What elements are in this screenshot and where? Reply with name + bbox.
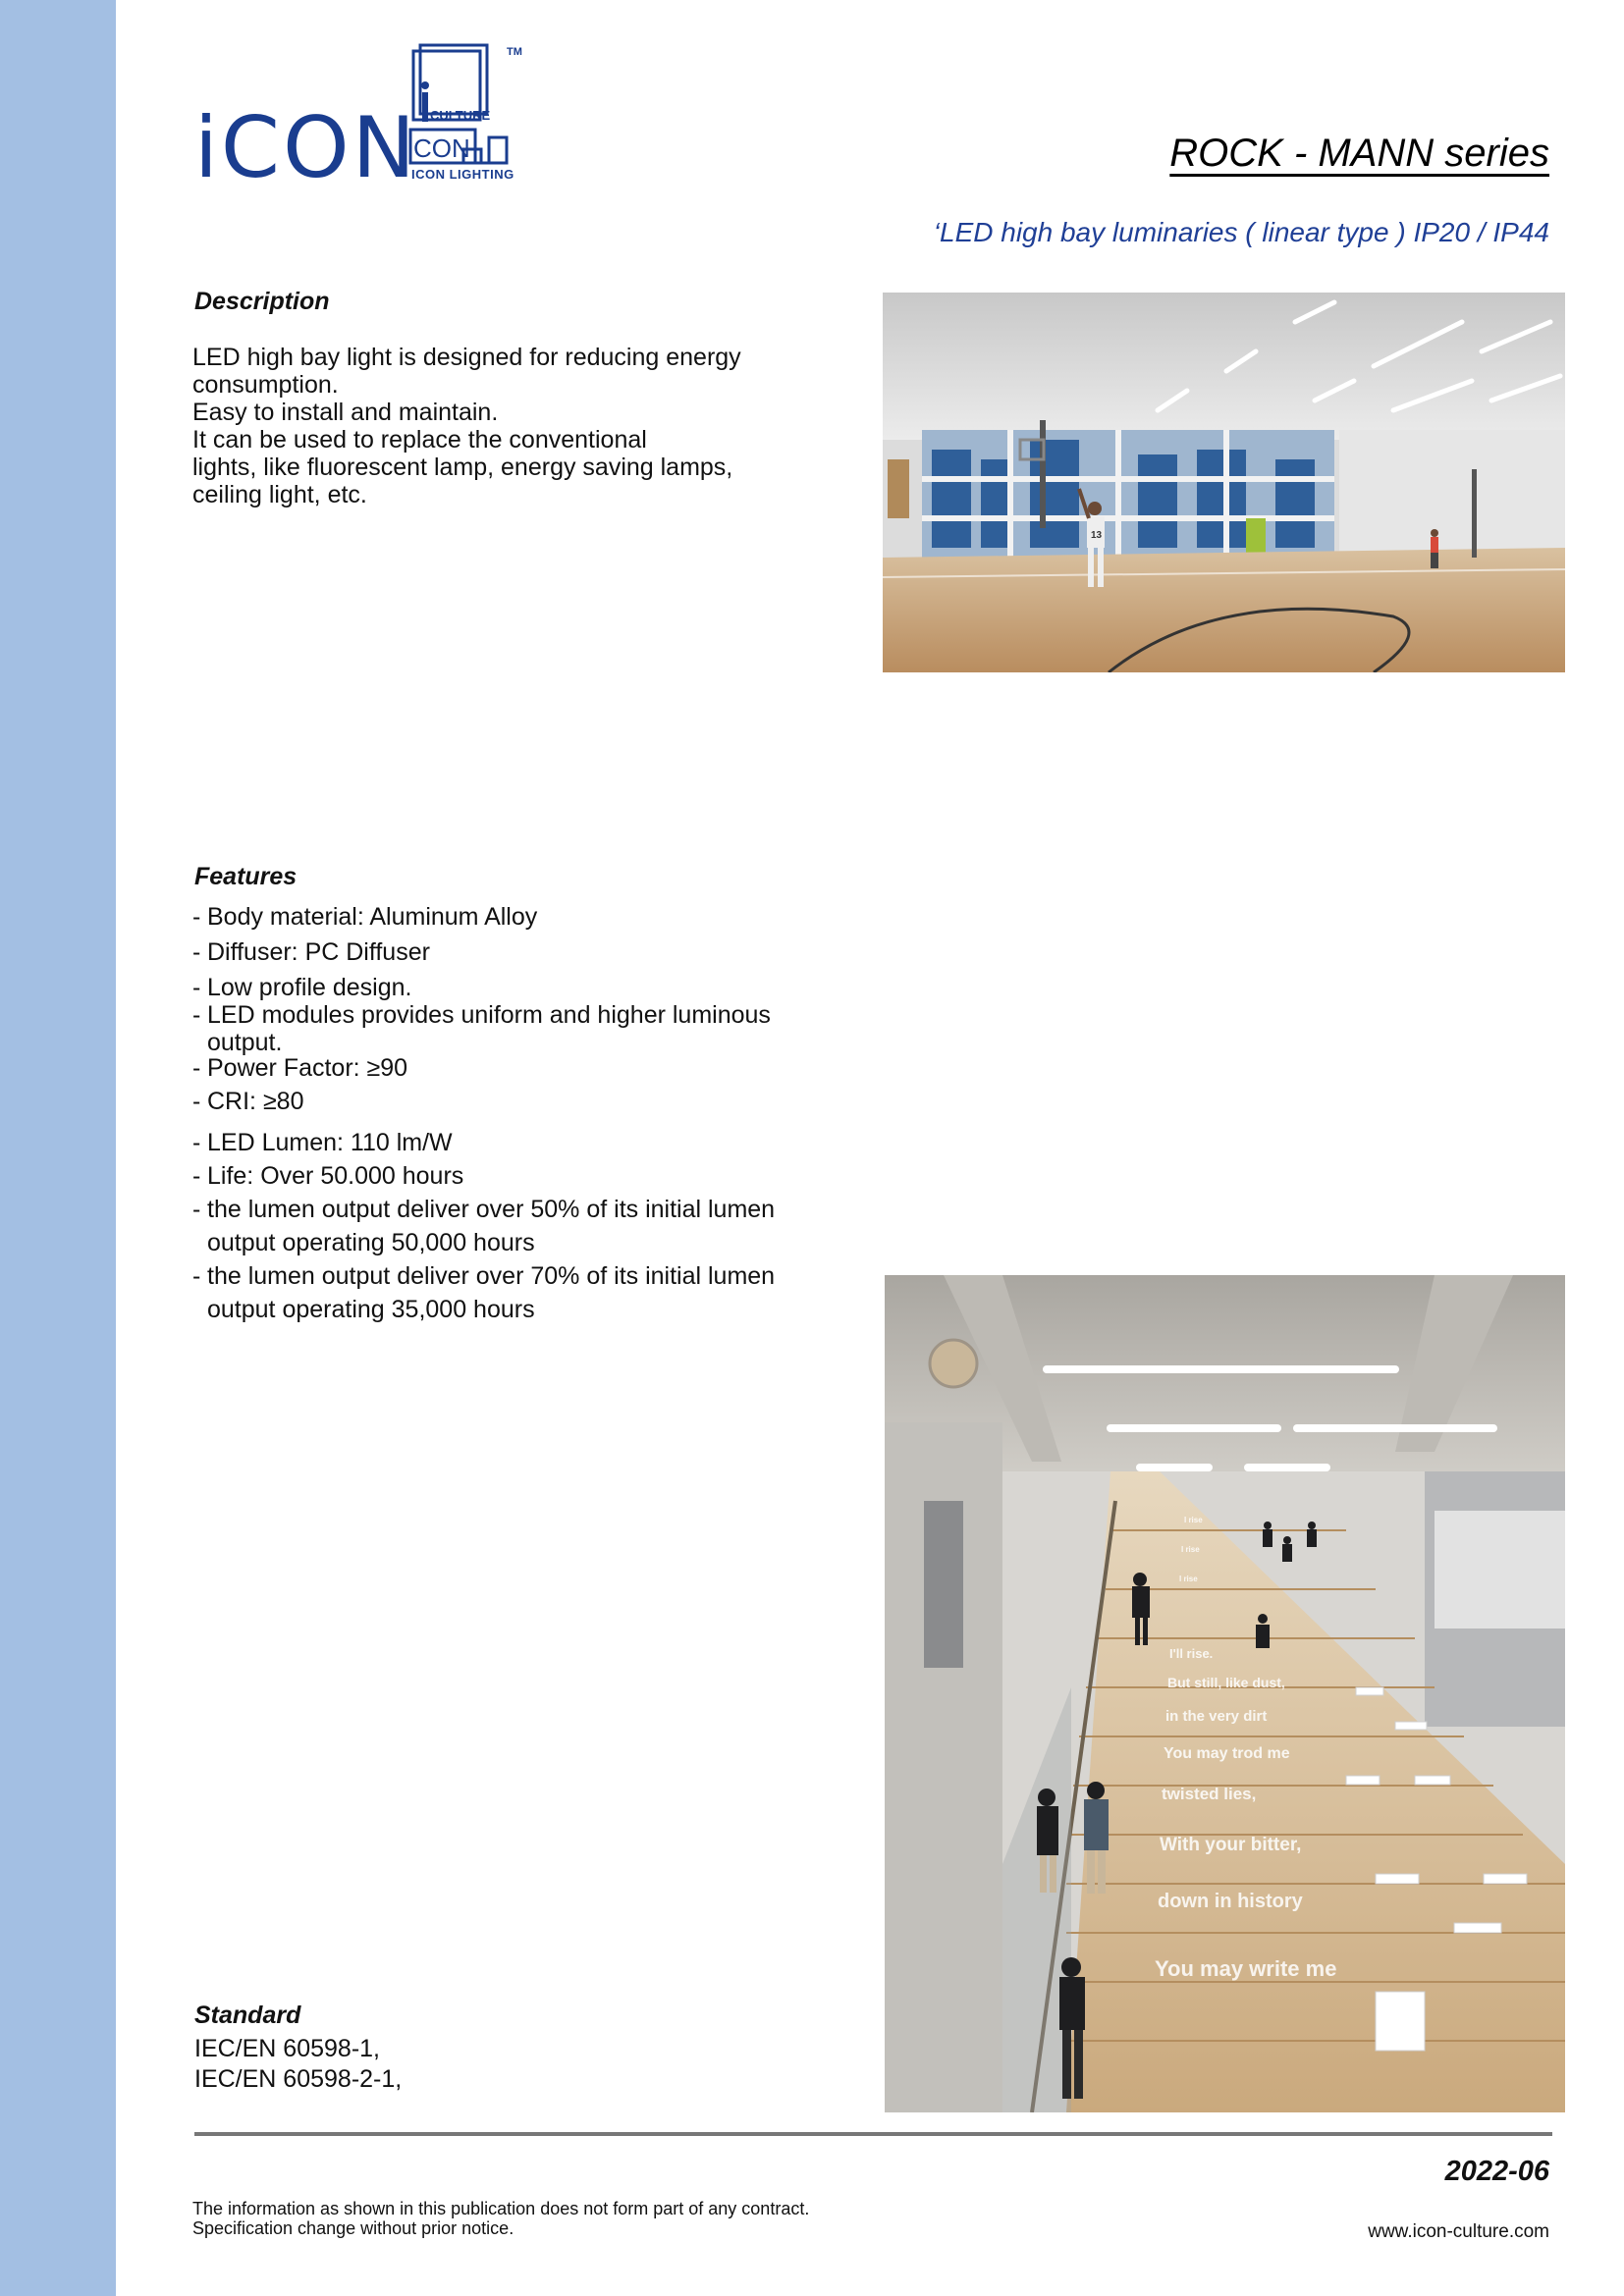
features-heading: Features [194, 863, 298, 890]
gym-jersey-number: 13 [1091, 530, 1103, 541]
description-line: lights, like fluorescent lamp, energy saving lamps, [192, 454, 733, 481]
feature-item: - Diffuser: PC Diffuser [192, 938, 821, 966]
feature-item: - the lumen output deliver over 70% of its initial lumen [192, 1262, 821, 1290]
feature-item: - Power Factor: ≥90 [192, 1054, 821, 1082]
description-line: LED high bay light is designed for reducing energy [192, 344, 741, 371]
feature-item: - LED modules provides uniform and higher luminous [192, 1001, 821, 1029]
description-line: Easy to install and maintain. [192, 399, 499, 426]
feature-item: - Body material: Aluminum Alloy [192, 903, 821, 931]
logo-mark-con-text: CON [413, 133, 470, 163]
product-subtitle: ‘LED high bay luminaries ( linear type ) IP20 / IP44 [933, 217, 1549, 247]
standard-list [194, 2034, 402, 2095]
poem-line: With your bitter, [1160, 1835, 1302, 1855]
poem-line: twisted lies, [1162, 1785, 1257, 1803]
brand-logo-mark [408, 43, 526, 183]
description-line: It can be used to replace the conventional [192, 426, 647, 454]
disclaimer [192, 2199, 809, 2238]
poem-line: I rise [1184, 1516, 1203, 1524]
feature-item: - CRI: ≥80 [192, 1088, 821, 1115]
staircase-photo [885, 1275, 1565, 2112]
poem-line: I rise [1181, 1545, 1200, 1554]
date-code: 2022-06 [1444, 2156, 1549, 2187]
feature-item: - LED Lumen: 110 lm/W [192, 1129, 821, 1156]
series-title: ROCK - MANN series [1169, 132, 1549, 175]
poem-line: down in history [1158, 1891, 1303, 1912]
disclaimer-line: The information as shown in this publication does not form part of any contract. [192, 2199, 810, 2218]
side-accent-band [0, 0, 116, 2296]
description-heading: Description [194, 288, 330, 315]
feature-item: - Life: Over 50.000 hours [192, 1162, 821, 1190]
standard-heading: Standard [194, 2002, 301, 2029]
brand-caption: ICON LIGHTING [411, 167, 514, 182]
description-line: consumption. [192, 371, 339, 399]
disclaimer-line: Specification change without prior notice. [192, 2218, 514, 2238]
feature-item: output operating 35,000 hours [207, 1296, 535, 1323]
features-list [192, 903, 821, 1323]
gym-photo [883, 293, 1565, 672]
feature-item: output operating 50,000 hours [207, 1229, 535, 1256]
poem-line: But still, like dust, [1167, 1675, 1285, 1690]
poem-line: You may trod me [1164, 1745, 1290, 1762]
poem-line: I rise [1179, 1575, 1198, 1583]
feature-item: - Low profile design. [192, 974, 821, 1001]
description-body [192, 344, 821, 508]
footer-divider [194, 2132, 1552, 2136]
feature-item: output. [207, 1029, 283, 1056]
standard-item: IEC/EN 60598-2-1, [194, 2065, 403, 2093]
poem-line: I'll rise. [1169, 1646, 1214, 1661]
description-line: ceiling light, etc. [192, 481, 367, 508]
website-link[interactable]: www.icon-culture.com [1368, 2221, 1549, 2242]
logo-mark-tm: TM [507, 46, 522, 58]
poem-line: You may write me [1155, 1956, 1337, 1981]
feature-item: - the lumen output deliver over 50% of its initial lumen [192, 1196, 821, 1223]
poem-line: in the very dirt [1165, 1708, 1268, 1725]
brand-wordmark: iCON [194, 99, 418, 197]
standard-item: IEC/EN 60598-1, [194, 2035, 380, 2062]
logo-mark-culture-text: CULTURE [430, 108, 491, 123]
